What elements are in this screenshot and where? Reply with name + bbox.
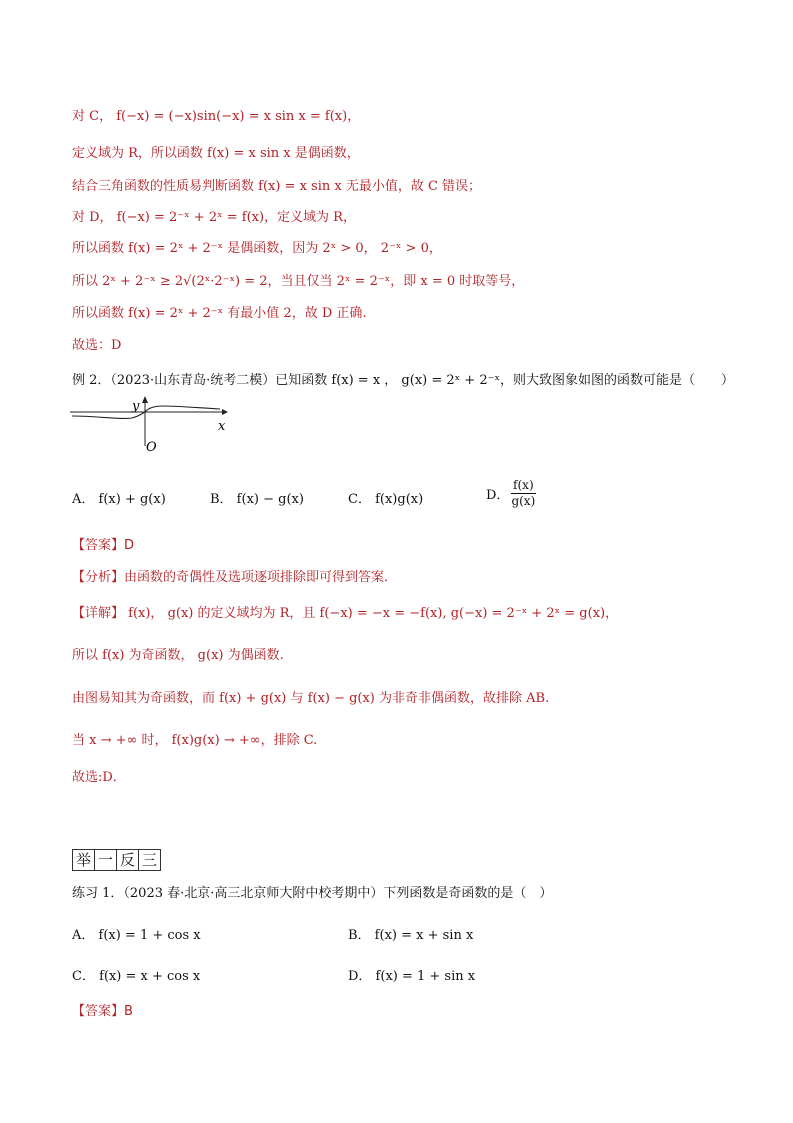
detail-tag: 【详解】: [72, 606, 125, 621]
detail-line-1: [72, 605, 618, 623]
solution-d-line-2: 所以函数 f(x) = 2ˣ + 2⁻ˣ 是偶函数，因为 2ˣ > 0， 2⁻ˣ > 0，: [72, 241, 442, 256]
exercise-1-option-d[interactable]: D． f(x) = 1 + sin x: [348, 969, 476, 984]
x-axis-arrow: [222, 409, 228, 415]
detail-line-2: 所以 f(x) 为奇函数， g(x) 为偶函数.: [72, 648, 284, 663]
answer-tag: 【答案】: [72, 538, 125, 553]
exercise-1-option-a[interactable]: A． f(x) = 1 + cos x: [72, 928, 201, 943]
exercise-1-stem: 练习 1．（2023 春·北京·高三北京师大附中校考期中）下列函数是奇函数的是（ ）: [72, 886, 553, 901]
solution-d-line-4: 所以函数 f(x) = 2ˣ + 2⁻ˣ 有最小值 2，故 D 正确.: [72, 306, 367, 321]
exercise-1-option-b[interactable]: B． f(x) = x + sin x: [348, 928, 474, 943]
detail-text-1: f(x)， g(x) 的定义域均为 R，且 f(−x) = −x = −f(x), g(−x) = 2⁻ˣ + 2ˣ = g(x)，: [124, 606, 619, 621]
option-d-fraction: [509, 478, 537, 509]
section-title-char-4: 三: [138, 849, 161, 871]
example-2-option-b[interactable]: B． f(x) − g(x): [210, 492, 304, 507]
answer-line: [72, 537, 134, 555]
option-d-label: D．: [486, 488, 510, 503]
x-label: x: [218, 419, 226, 434]
analysis-line: [72, 569, 397, 587]
example-2-option-d[interactable]: [486, 478, 537, 509]
answer-value: D: [124, 538, 135, 553]
example-2-option-a[interactable]: A． f(x) + g(x): [72, 492, 166, 507]
detail-line-3: 由图易知其为奇函数，而 f(x) + g(x) 与 f(x) − g(x) 为非奇非偶函数，故排除 AB.: [72, 691, 550, 706]
section-title-char-1: 举: [72, 849, 95, 871]
exercise-1-answer-line: [72, 1003, 133, 1021]
y-label: y: [132, 399, 140, 414]
section-title: [72, 849, 160, 871]
exercise-1-option-c[interactable]: C． f(x) = x + cos x: [72, 969, 201, 984]
fraction-denominator: g(x): [511, 494, 536, 508]
solution-d-line-1: 对 D， f(−x) = 2⁻ˣ + 2ˣ = f(x)，定义域为 R，: [72, 210, 356, 225]
exercise-1-answer-tag: 【答案】: [72, 1004, 125, 1019]
solution-choice: 故选：D: [72, 338, 122, 353]
fraction-numerator: f(x): [513, 478, 534, 492]
detail-line-4: 当 x → +∞ 时， f(x)g(x) → +∞，排除 C.: [72, 733, 318, 748]
example-2-choice: 故选:D．: [72, 770, 126, 785]
example-2-stem: 例 2．（2023·山东青岛·统考二模）已知函数 f(x) = x ， g(x) = 2ˣ + 2⁻ˣ，则大致图象如图的函数可能是（ ）: [72, 373, 734, 388]
y-axis-arrow: [142, 396, 148, 403]
origin-label: O: [146, 440, 157, 455]
analysis-text: 由函数的奇偶性及选项逐项排除即可得到答案．: [124, 570, 398, 585]
exercise-1-answer-value: B: [124, 1004, 133, 1019]
section-title-char-3: 反: [116, 849, 139, 871]
function-graph: [70, 396, 230, 456]
example-2-option-c[interactable]: C． f(x)g(x): [348, 492, 424, 507]
analysis-tag: 【分析】: [72, 570, 125, 585]
section-title-char-2: 一: [94, 849, 117, 871]
solution-c-line-1: 对 C， f(−x) = (−x)sin(−x) = x sin x = f(x)，: [72, 109, 361, 124]
solution-d-line-3: 所以 2ˣ + 2⁻ˣ ≥ 2√(2ˣ·2⁻ˣ) = 2，当且仅当 2ˣ = 2⁻ˣ，即 x = 0 时取等号，: [72, 274, 525, 289]
solution-c-line-3: 结合三角函数的性质易判断函数 f(x) = x sin x 无最小值，故 C 错误；: [72, 179, 482, 194]
solution-c-line-2: 定义域为 R，所以函数 f(x) = x sin x 是偶函数，: [72, 146, 360, 161]
